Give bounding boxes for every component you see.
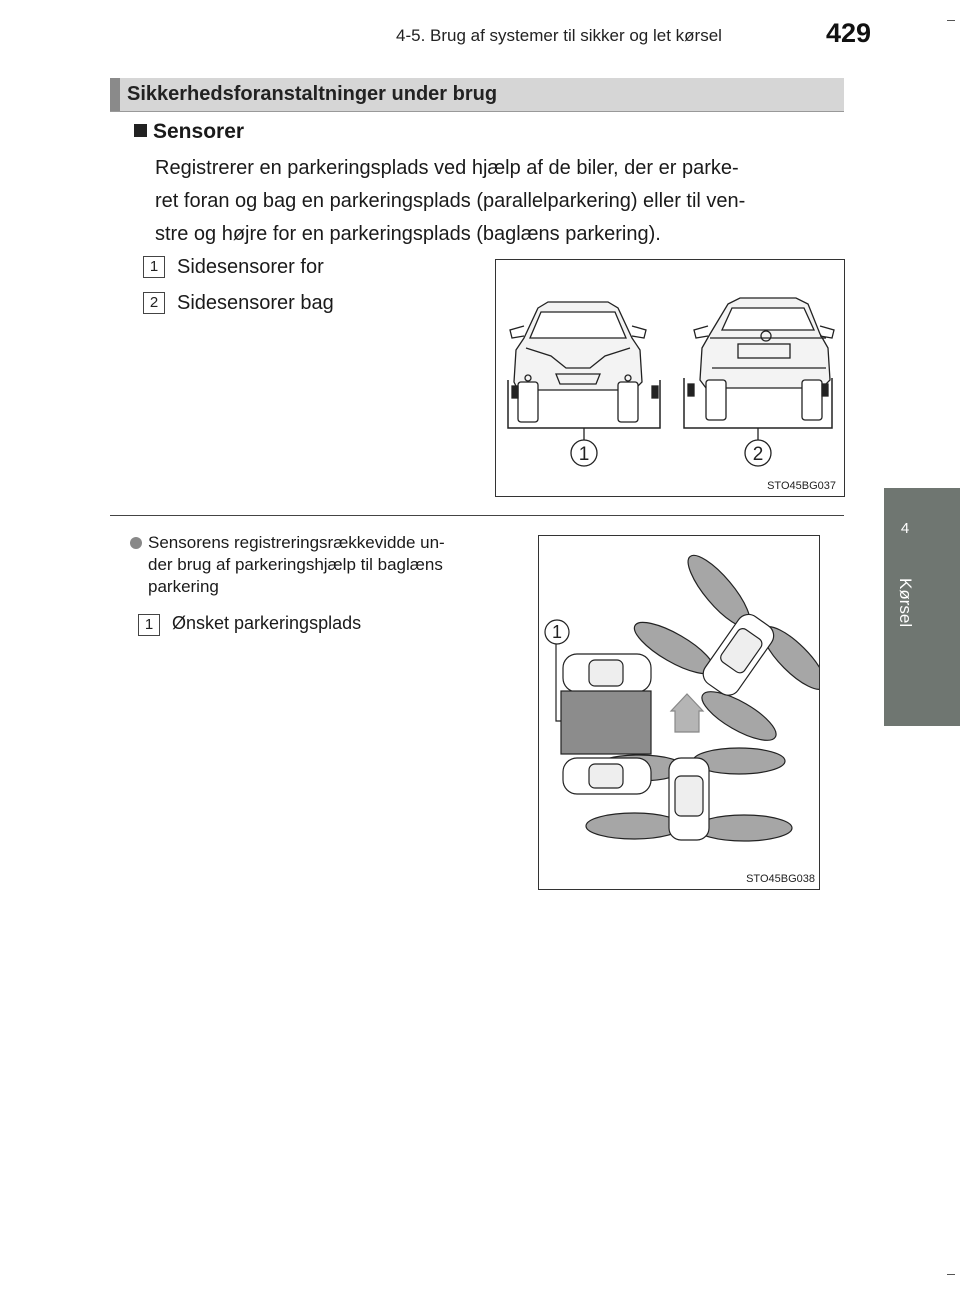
sensors-heading bbox=[134, 120, 244, 144]
legend-label: Ønsket parkeringsplads bbox=[172, 613, 362, 633]
sensors-heading-text: Sensorer bbox=[153, 120, 245, 143]
callout-number: 1 bbox=[143, 256, 165, 278]
legend-item-front-sensors bbox=[143, 256, 324, 279]
page-number: 429 bbox=[826, 18, 872, 48]
figure-id: STO45BG038 bbox=[746, 873, 815, 885]
parking-detection-illustration bbox=[539, 536, 819, 889]
sensor-location-figure bbox=[495, 259, 845, 497]
callout-number: 2 bbox=[143, 292, 165, 314]
figure-callout-1: 1 bbox=[551, 622, 563, 642]
side-tab-label: Kørsel bbox=[896, 578, 915, 628]
detection-range-bullet bbox=[130, 532, 518, 598]
side-tab-chapter-number: 4 bbox=[900, 520, 910, 537]
square-bullet-icon bbox=[134, 124, 147, 137]
sensors-paragraph bbox=[155, 152, 843, 251]
legend-label: Sidesensorer bag bbox=[177, 292, 334, 314]
bullet-line: Sensorens registreringsrækkevidde un- bbox=[130, 532, 518, 554]
legend-item-rear-sensors bbox=[143, 292, 334, 315]
crop-mark bbox=[947, 20, 955, 21]
crop-mark bbox=[947, 1274, 955, 1275]
paragraph-line: ret foran og bag en parkeringsplads (parallelparkering) eller til ven- bbox=[155, 190, 746, 212]
legend-item-desired-space bbox=[138, 613, 361, 636]
section-title: Sikkerhedsforanstaltninger under brug bbox=[127, 83, 498, 105]
paragraph-line: stre og højre for en parkeringsplads (baglæns parkering). bbox=[155, 223, 661, 245]
figure-callout-1: 1 bbox=[578, 444, 590, 465]
bullet-line: parkering bbox=[148, 577, 219, 596]
section-bar-stripe bbox=[110, 78, 120, 111]
figure-callout-2: 2 bbox=[752, 444, 764, 465]
round-bullet-icon bbox=[130, 537, 142, 549]
section-divider bbox=[110, 515, 844, 516]
legend-label: Sidesensorer for bbox=[177, 256, 324, 278]
bullet-line: der brug af parkeringshjælp til baglæns bbox=[148, 555, 443, 574]
figure-id: STO45BG037 bbox=[767, 480, 836, 492]
paragraph-line: Registrerer en parkeringsplads ved hjælp af de biler, der er parke- bbox=[155, 157, 739, 179]
car-front-rear-illustration bbox=[496, 260, 844, 496]
callout-number: 1 bbox=[138, 614, 160, 636]
section-title-bar bbox=[110, 78, 844, 112]
detection-range-figure bbox=[538, 535, 820, 890]
chapter-title: 4-5. Brug af systemer til sikker og let kørsel bbox=[396, 26, 722, 45]
